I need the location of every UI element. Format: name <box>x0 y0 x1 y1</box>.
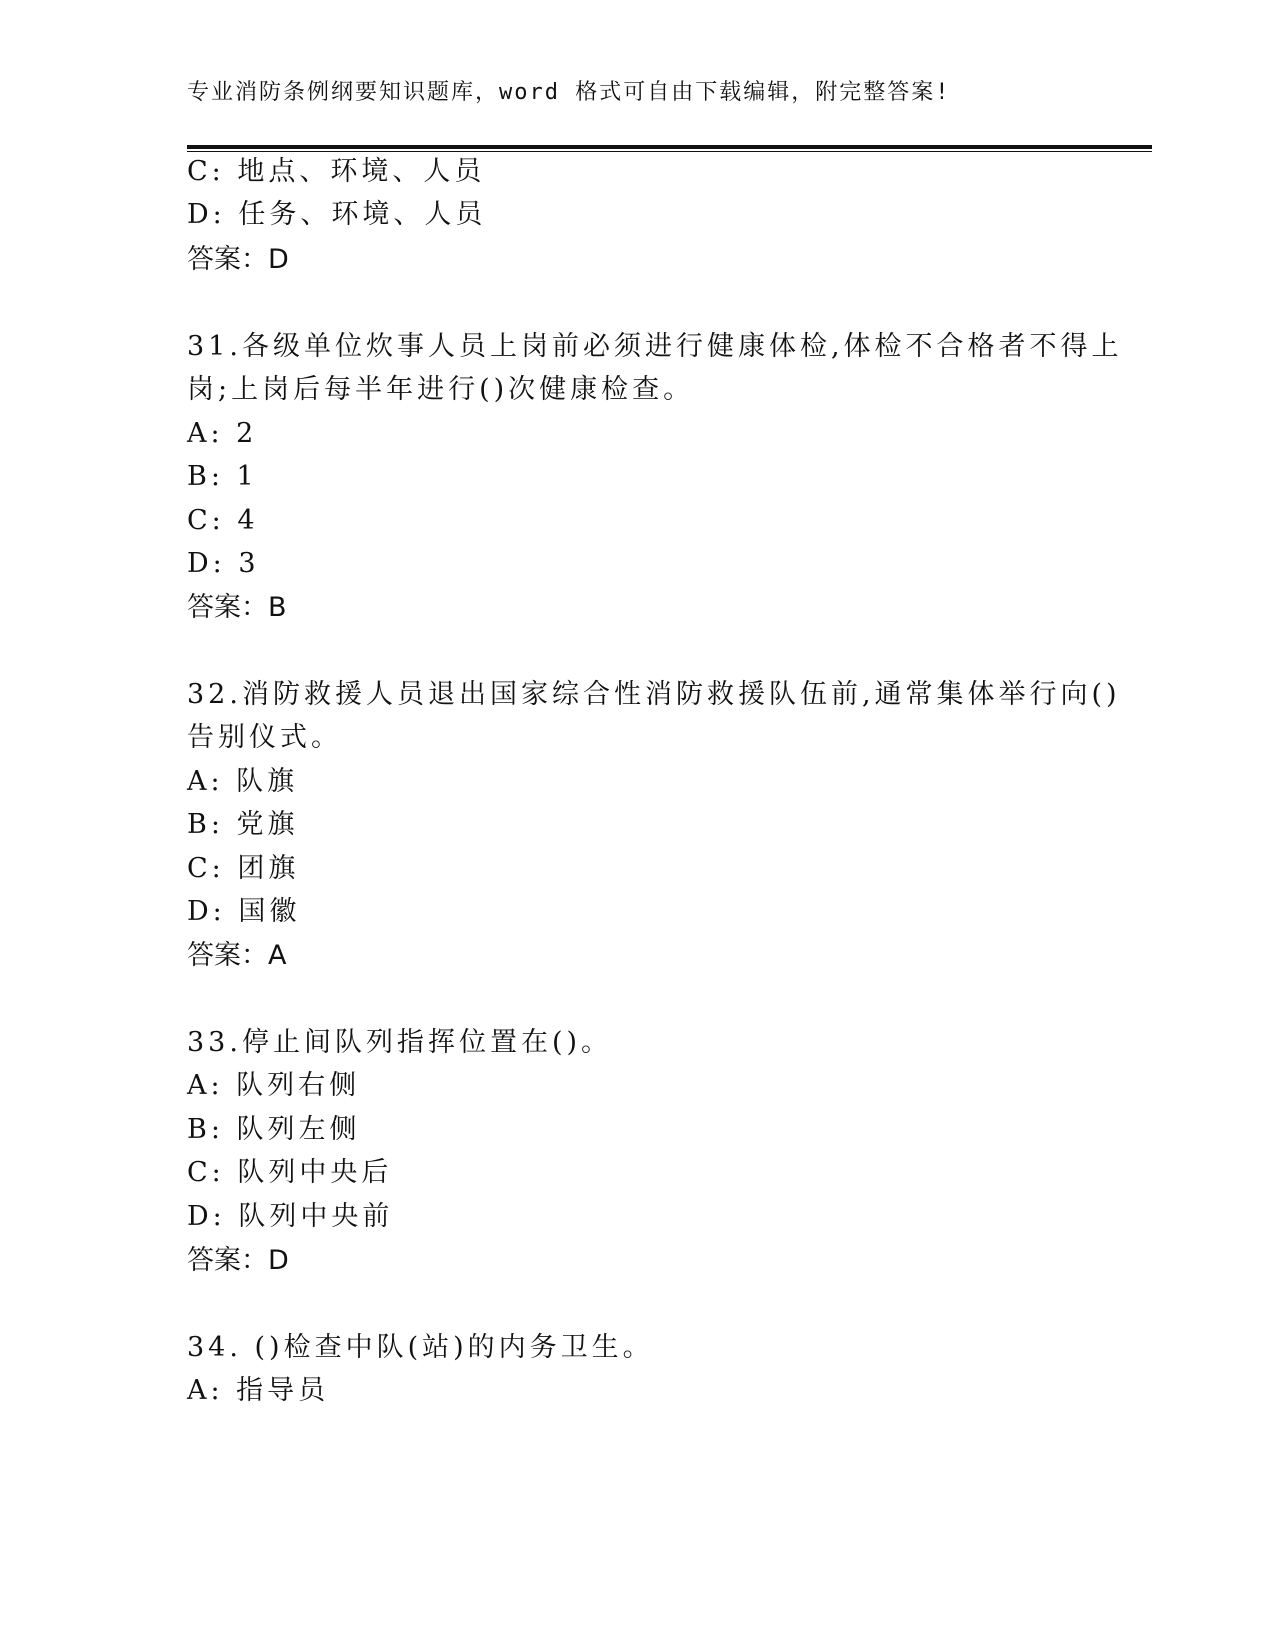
question-line: 33.停止间队列指挥位置在()。 <box>187 1027 613 1058</box>
answer-line: 答案：D <box>187 244 289 275</box>
option-line: B: 党旗 <box>187 809 299 840</box>
option-line: C: 地点、环境、人员 <box>187 156 486 187</box>
option-line: D: 队列中央前 <box>187 1201 394 1232</box>
header-rule-thin <box>187 151 1152 152</box>
option-line: B: 1 <box>187 461 258 492</box>
question-line: 34. ()检查中队(站)的内务卫生。 <box>187 1332 654 1363</box>
option-line: C: 团旗 <box>187 853 300 884</box>
option-line: A: 队旗 <box>187 766 299 797</box>
answer-line: 答案：D <box>187 1245 289 1276</box>
header-rule-thick <box>187 145 1152 149</box>
option-line: D: 任务、环境、人员 <box>187 199 487 230</box>
option-line: D: 国徽 <box>187 896 301 927</box>
question-line: 31.各级单位炊事人员上岗前必须进行健康体检,体检不合格者不得上 <box>187 331 1123 362</box>
question-line: 岗;上岗后每半年进行()次健康检查。 <box>187 374 695 405</box>
option-line: C: 4 <box>187 505 259 536</box>
page-header: 专业消防条例纲要知识题库，word 格式可自由下载编辑，附完整答案! <box>187 80 951 105</box>
option-line: B: 队列左侧 <box>187 1114 361 1145</box>
question-line: 告别仪式。 <box>187 722 342 753</box>
option-line: C: 队列中央后 <box>187 1157 393 1188</box>
option-line: D: 3 <box>187 548 260 579</box>
option-line: A: 2 <box>187 418 258 449</box>
answer-line: 答案：A <box>187 940 287 971</box>
question-line: 32.消防救援人员退出国家综合性消防救援队伍前,通常集体举行向() <box>187 679 1121 710</box>
answer-line: 答案：B <box>187 592 287 623</box>
option-line: A: 指导员 <box>187 1375 330 1406</box>
option-line: A: 队列右侧 <box>187 1070 361 1101</box>
